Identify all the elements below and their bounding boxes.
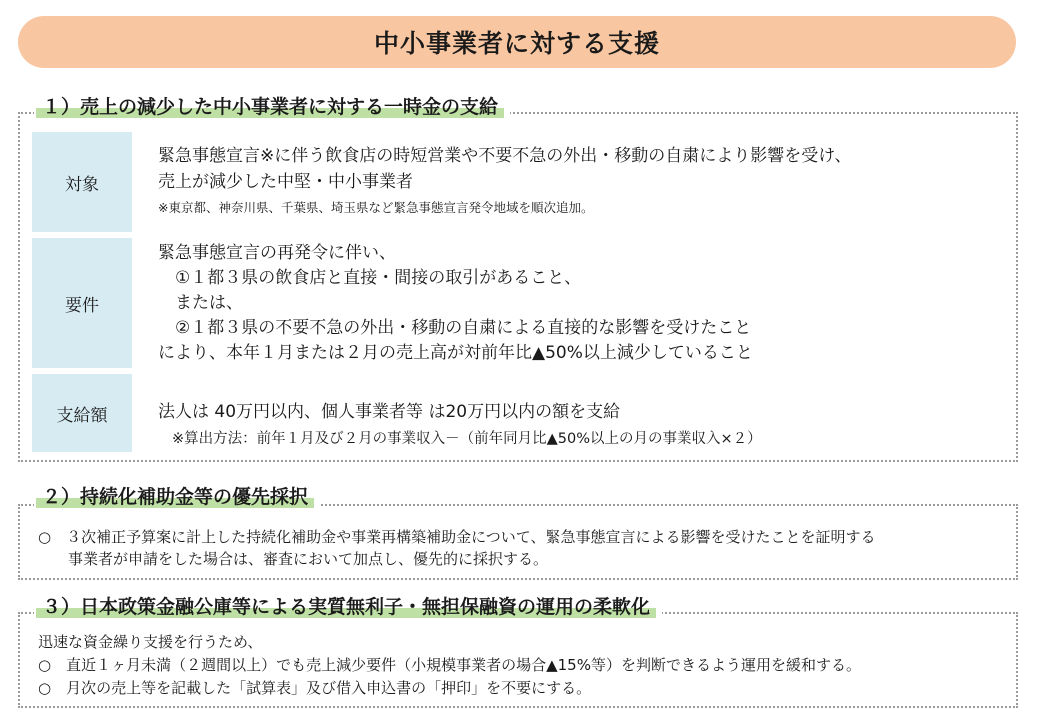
target-line-2: 売上が減少した中堅・中小事業者 bbox=[158, 172, 413, 192]
requirement-line-4: ②１都３県の不要不急の外出・移動の自粛による直接的な影響を受けたこと bbox=[158, 318, 752, 338]
section1-heading: １）売上の減少した中小事業者に対する一時金の支給 bbox=[34, 94, 510, 120]
amount-note: ※算出方法：前年１月及び２月の事業収入－（前年同月比▲50%以上の月の事業収入×２） bbox=[172, 431, 762, 447]
section2-line-1: ○ ３次補正予算案に計上した持続化補助金や事業再構築補助金について、緊急事態宣言による影響を受けたことを証明する bbox=[38, 528, 876, 546]
section2-heading: ２）持続化補助金等の優先採択 bbox=[34, 484, 320, 510]
requirement-line-2: ①１都３県の飲食店と直接・間接の取引があること、 bbox=[158, 268, 582, 288]
amount-line: 法人は 40万円以内、個人事業者等 は20万円以内の額を支給 bbox=[158, 402, 621, 422]
page-title: 中小事業者に対する支援 bbox=[373, 29, 660, 58]
row-label-target: 対象 bbox=[32, 132, 132, 232]
requirement-line-1: 緊急事態宣言の再発令に伴い、 bbox=[158, 243, 396, 263]
requirement-line-5: により、本年１月または２月の売上高が対前年比▲50%以上減少していること bbox=[158, 343, 753, 363]
section3-line-2: ○ 直近１ヶ月未満（２週間以上）でも売上減少要件（小規模事業者の場合▲15%等）を判断できるよう運用を緩和する。 bbox=[38, 656, 861, 674]
section3-heading: ３）日本政策金融公庫等による実質無利子・無担保融資の運用の柔軟化 bbox=[34, 594, 662, 620]
row-label-requirements: 要件 bbox=[32, 238, 132, 368]
requirement-line-3: または、 bbox=[158, 293, 243, 313]
row-label-amount: 支給額 bbox=[32, 374, 132, 452]
section2-line-2: 事業者が申請をした場合は、審査において加点し、優先的に採択する。 bbox=[38, 550, 549, 568]
target-note: ※東京都、神奈川県、千葉県、埼玉県など緊急事態宣言発令地域を順次追加。 bbox=[158, 200, 594, 215]
section3-line-3: ○ 月次の売上等を記載した「試算表」及び借入申込書の「押印」を不要にする。 bbox=[38, 679, 592, 697]
title-banner bbox=[18, 16, 1016, 68]
target-line-1: 緊急事態宣言※に伴う飲食店の時短営業や不要不急の外出・移動の自粛により影響を受け、 bbox=[158, 146, 852, 166]
section3-line-1: 迅速な資金繰り支援を行うため、 bbox=[38, 633, 263, 651]
